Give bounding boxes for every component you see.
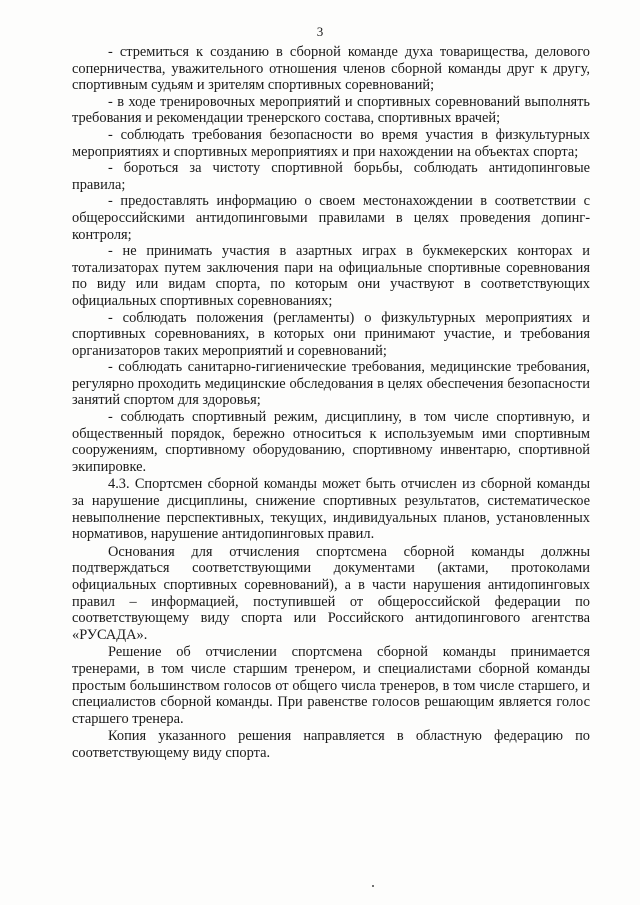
paragraph: - в ходе тренировочных мероприятий и спортивных соревнований выполнять требования и рекомендации тренерского состава, спортивных врачей; xyxy=(72,93,590,127)
paragraph: - бороться за чистоту спортивной борьбы, соблюдать антидопинговые правила; xyxy=(72,160,590,193)
paragraph: Основания для отчисления спортсмена сборной команды должны подтверждаться соответствующими документами (актами, протоколами официальных спортивных соревнований), а в части нарушения антидопинговых правил – информацией, поступившей от общероссийской федерации по соответствующему виду спорта или Российского антидопингового агентства «РУСАДА». xyxy=(72,543,590,643)
paragraph: - стремиться к созданию в сборной команде духа товарищества, делового соперничества, уважительного отношения членов сборной команды друг к другу, спортивным судьям и зрителям спортивных соревнований; xyxy=(72,44,590,94)
paragraph: - соблюдать положения (регламенты) о физкультурных мероприятиях и спортивных соревнованиях, в которых они принимают участие, и требования организаторов таких мероприятий и соревнований; xyxy=(72,309,590,359)
document-body xyxy=(72,44,590,762)
section-paragraph: 4.3. Спортсмен сборной команды может быть отчислен из сборной команды за нарушение дисциплины, снижение спортивных результатов, систематическое невыполнение перспективных, текущих, индивидуальных планов, установленных нормативов, нарушение антидопинговых правил. xyxy=(72,476,590,543)
paragraph: - соблюдать санитарно-гигиенические требования, медицинские требования, регулярно проходить медицинские обследования в целях обеспечения безопасности занятий спортом для здоровья; xyxy=(72,359,590,409)
paragraph: - соблюдать спортивный режим, дисциплину, в том числе спортивную, и общественный порядок, бережно относиться к используемым ими спортивным сооружениям, спортивному оборудованию, спортивному инвентарю, спортивной экипировке. xyxy=(72,409,590,475)
paragraph: - не принимать участия в азартных играх в букмекерских конторах и тотализаторах путем заключения пари на официальные спортивные соревнования по виду или видам спорта, по которым они участвуют в соответствующих официальных спортивных соревнованиях; xyxy=(72,243,590,309)
paragraph: Копия указанного решения направляется в областную федерацию по соответствующему виду спорта. xyxy=(72,728,590,761)
paragraph: - соблюдать требования безопасности во время участия в физкультурных мероприятиях и спортивных мероприятиях и при нахождении на объектах спорта; xyxy=(72,126,590,160)
page-number: 3 xyxy=(316,24,324,39)
scan-speck xyxy=(372,885,374,887)
paragraph: - предоставлять информацию о своем местонахождении в соответствии с общероссийскими антидопинговыми правилами в целях проведения допинг-контроля; xyxy=(72,193,590,243)
paragraph: Решение об отчислении спортсмена сборной команды принимается тренерами, в том числе старшим тренером, и специалистами сборной команды простым большинством голосов от общего числа тренеров, в том числе старшего, и специалистов сборной команды. При равенстве голосов решающим является голос старшего тренера. xyxy=(72,644,590,727)
